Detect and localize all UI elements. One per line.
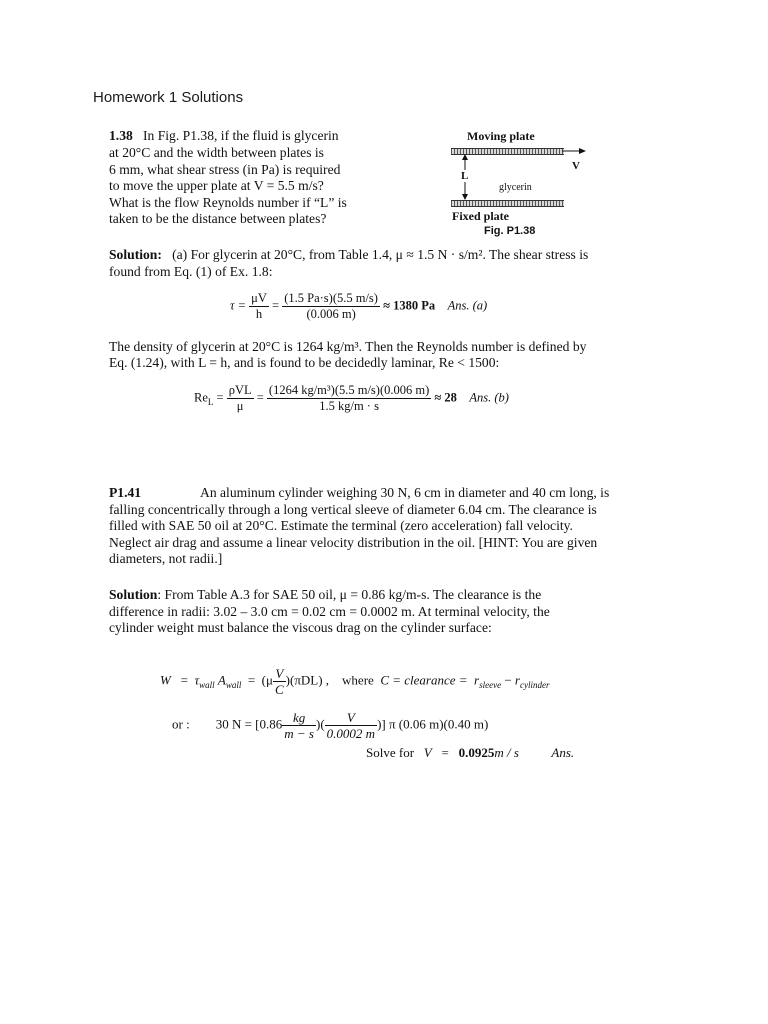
figure-caption: Fig. P1.38 — [484, 225, 536, 237]
answer-value: 0.0925 — [458, 745, 495, 760]
eq-lhs: Re — [194, 390, 208, 405]
denominator: C — [274, 682, 284, 697]
problem-line: filled with SAE 50 oil at 20°C. Estimate the terminal (zero acceleration) fall velocity. — [109, 518, 573, 533]
solution-line: cylinder weight must balance the viscous drag on the cylinder surface: — [109, 620, 492, 635]
fraction — [282, 710, 316, 741]
eq-w: W — [160, 672, 171, 688]
numerator: (1264 kg/m³)(5.5 m/s)(0.006 m) — [268, 383, 430, 397]
eq-term: )] π (0.06 m)(0.40 m) — [377, 716, 489, 732]
numerator: ρVL — [228, 383, 252, 397]
problem-line: at 20°C and the width between plates is — [109, 145, 324, 160]
fraction — [325, 710, 377, 741]
problem-line: Neglect air drag and assume a linear velocity distribution in the oil. [HINT: You are given — [109, 535, 598, 550]
problem-line: What is the flow Reynolds number if “L” is — [109, 195, 347, 210]
fixed-plate — [451, 200, 564, 207]
denominator: (0.006 m) — [306, 307, 356, 321]
equals: = — [180, 672, 188, 688]
eq-term: (μ — [261, 672, 273, 688]
velocity-label: V — [572, 160, 580, 172]
equals: = — [256, 390, 264, 405]
solution-line — [109, 247, 588, 263]
eq-lhs-subscript: L — [207, 396, 214, 407]
numerator: (1.5 Pa·s)(5.5 m/s) — [284, 291, 378, 305]
fraction — [273, 666, 286, 697]
numerator: V — [325, 710, 377, 726]
eq-term: )(πDL) , — [285, 672, 330, 688]
eq-or: or : — [172, 716, 190, 732]
problem-number: 1.38 — [109, 128, 133, 143]
equation-substituted — [172, 710, 488, 741]
subscript: wall — [199, 680, 215, 691]
fixed-plate-label: Fixed plate — [452, 209, 509, 223]
solution-text: : From Table A.3 for SAE 50 oil, μ = 0.86 kg/m-s. The clearance is the — [157, 587, 542, 602]
subscript: cylinder — [519, 680, 550, 691]
solution-line: found from Eq. (1) of Ex. 1.8: — [109, 264, 273, 279]
equation-reynolds — [194, 383, 509, 414]
eq-v: V — [423, 745, 432, 760]
velocity-arrow-icon — [562, 146, 586, 156]
eq-tau: τ — [194, 672, 200, 688]
eq-r: r — [474, 672, 480, 688]
solution-label: Solution: — [109, 247, 162, 262]
solution-line: difference in radii: 3.02 – 3.0 cm = 0.02 cm = 0.0002 m. At terminal velocity, the — [109, 604, 550, 619]
fraction — [282, 291, 380, 322]
problem-line: An aluminum cylinder weighing 30 N, 6 cm in diameter and 40 cm long, is — [200, 485, 610, 500]
subscript: wall — [225, 680, 242, 691]
eq-result: ≈ 1380 Pa — [383, 298, 436, 313]
problem-line: falling concentrically through a long vertical sleeve of diameter 6.04 cm. The clearance is — [109, 502, 597, 517]
problem-number: P1.41 — [109, 485, 142, 500]
fraction — [227, 383, 254, 414]
fraction — [267, 383, 431, 414]
denominator: m − s — [284, 726, 314, 741]
eq-a: A — [217, 672, 226, 688]
numerator: V — [273, 666, 286, 682]
problem-line: In Fig. P1.38, if the fluid is glycerin — [143, 128, 339, 143]
problem-line: taken to be the distance between plates? — [109, 211, 327, 226]
answer-label: Ans. — [551, 745, 575, 760]
subscript: sleeve — [479, 680, 502, 691]
equals: = — [216, 390, 224, 405]
answer-label: Ans. (b) — [469, 390, 509, 405]
gap-label: L — [461, 170, 469, 182]
page-title: Homework 1 Solutions — [93, 89, 244, 106]
eq-result: ≈ 28 — [434, 390, 457, 405]
problem-line: to move the upper plate at V = 5.5 m/s? — [109, 178, 324, 193]
numerator: μV — [251, 291, 267, 305]
answer-unit: m / s — [494, 745, 519, 760]
equals: = — [247, 672, 256, 688]
solve-label: Solve for — [366, 745, 415, 760]
eq-lhs: τ = — [230, 298, 247, 313]
denominator: h — [255, 307, 263, 321]
denominator: 1.5 kg/m · s — [319, 399, 379, 413]
equation-answer — [366, 745, 574, 761]
problem-line: diameters, not radii.] — [109, 551, 223, 566]
minus: − — [504, 672, 512, 688]
problem-line: 6 mm, what shear stress (in Pa) is required — [109, 162, 341, 177]
equation-shear-stress — [230, 291, 487, 322]
eq-where: where — [342, 672, 374, 688]
numerator: kg — [282, 710, 316, 726]
solution-line — [109, 587, 541, 603]
equals: = — [441, 745, 449, 760]
solution-text: (a) For glycerin at 20°C, from Table 1.4, μ ≈ 1.5 N · s/m². The shear stress is — [172, 247, 589, 262]
density-line: Eq. (1.24), with L = h, and is found to be decidedly laminar, Re < 1500: — [109, 355, 500, 370]
answer-label: Ans. (a) — [447, 298, 488, 313]
denominator: μ — [236, 399, 244, 413]
moving-plate-label: Moving plate — [467, 129, 535, 143]
eq-r: r — [514, 672, 520, 688]
denominator: 0.0002 m — [326, 726, 376, 741]
solution-label: Solution — [109, 587, 158, 602]
eq-clearance-def: C = clearance = — [380, 672, 468, 688]
eq-term: )( — [316, 716, 325, 732]
fluid-label: glycerin — [499, 182, 532, 193]
equation-weight-balance — [160, 666, 549, 697]
density-line: The density of glycerin at 20°C is 1264 kg/m³. Then the Reynolds number is defined by — [109, 339, 587, 354]
fraction — [249, 291, 269, 322]
problem-statement-1-38 — [109, 128, 339, 144]
equals: = — [272, 298, 280, 313]
eq-term: 30 N = [0.86 — [215, 716, 283, 732]
problem-statement-p1-41 — [109, 485, 141, 501]
